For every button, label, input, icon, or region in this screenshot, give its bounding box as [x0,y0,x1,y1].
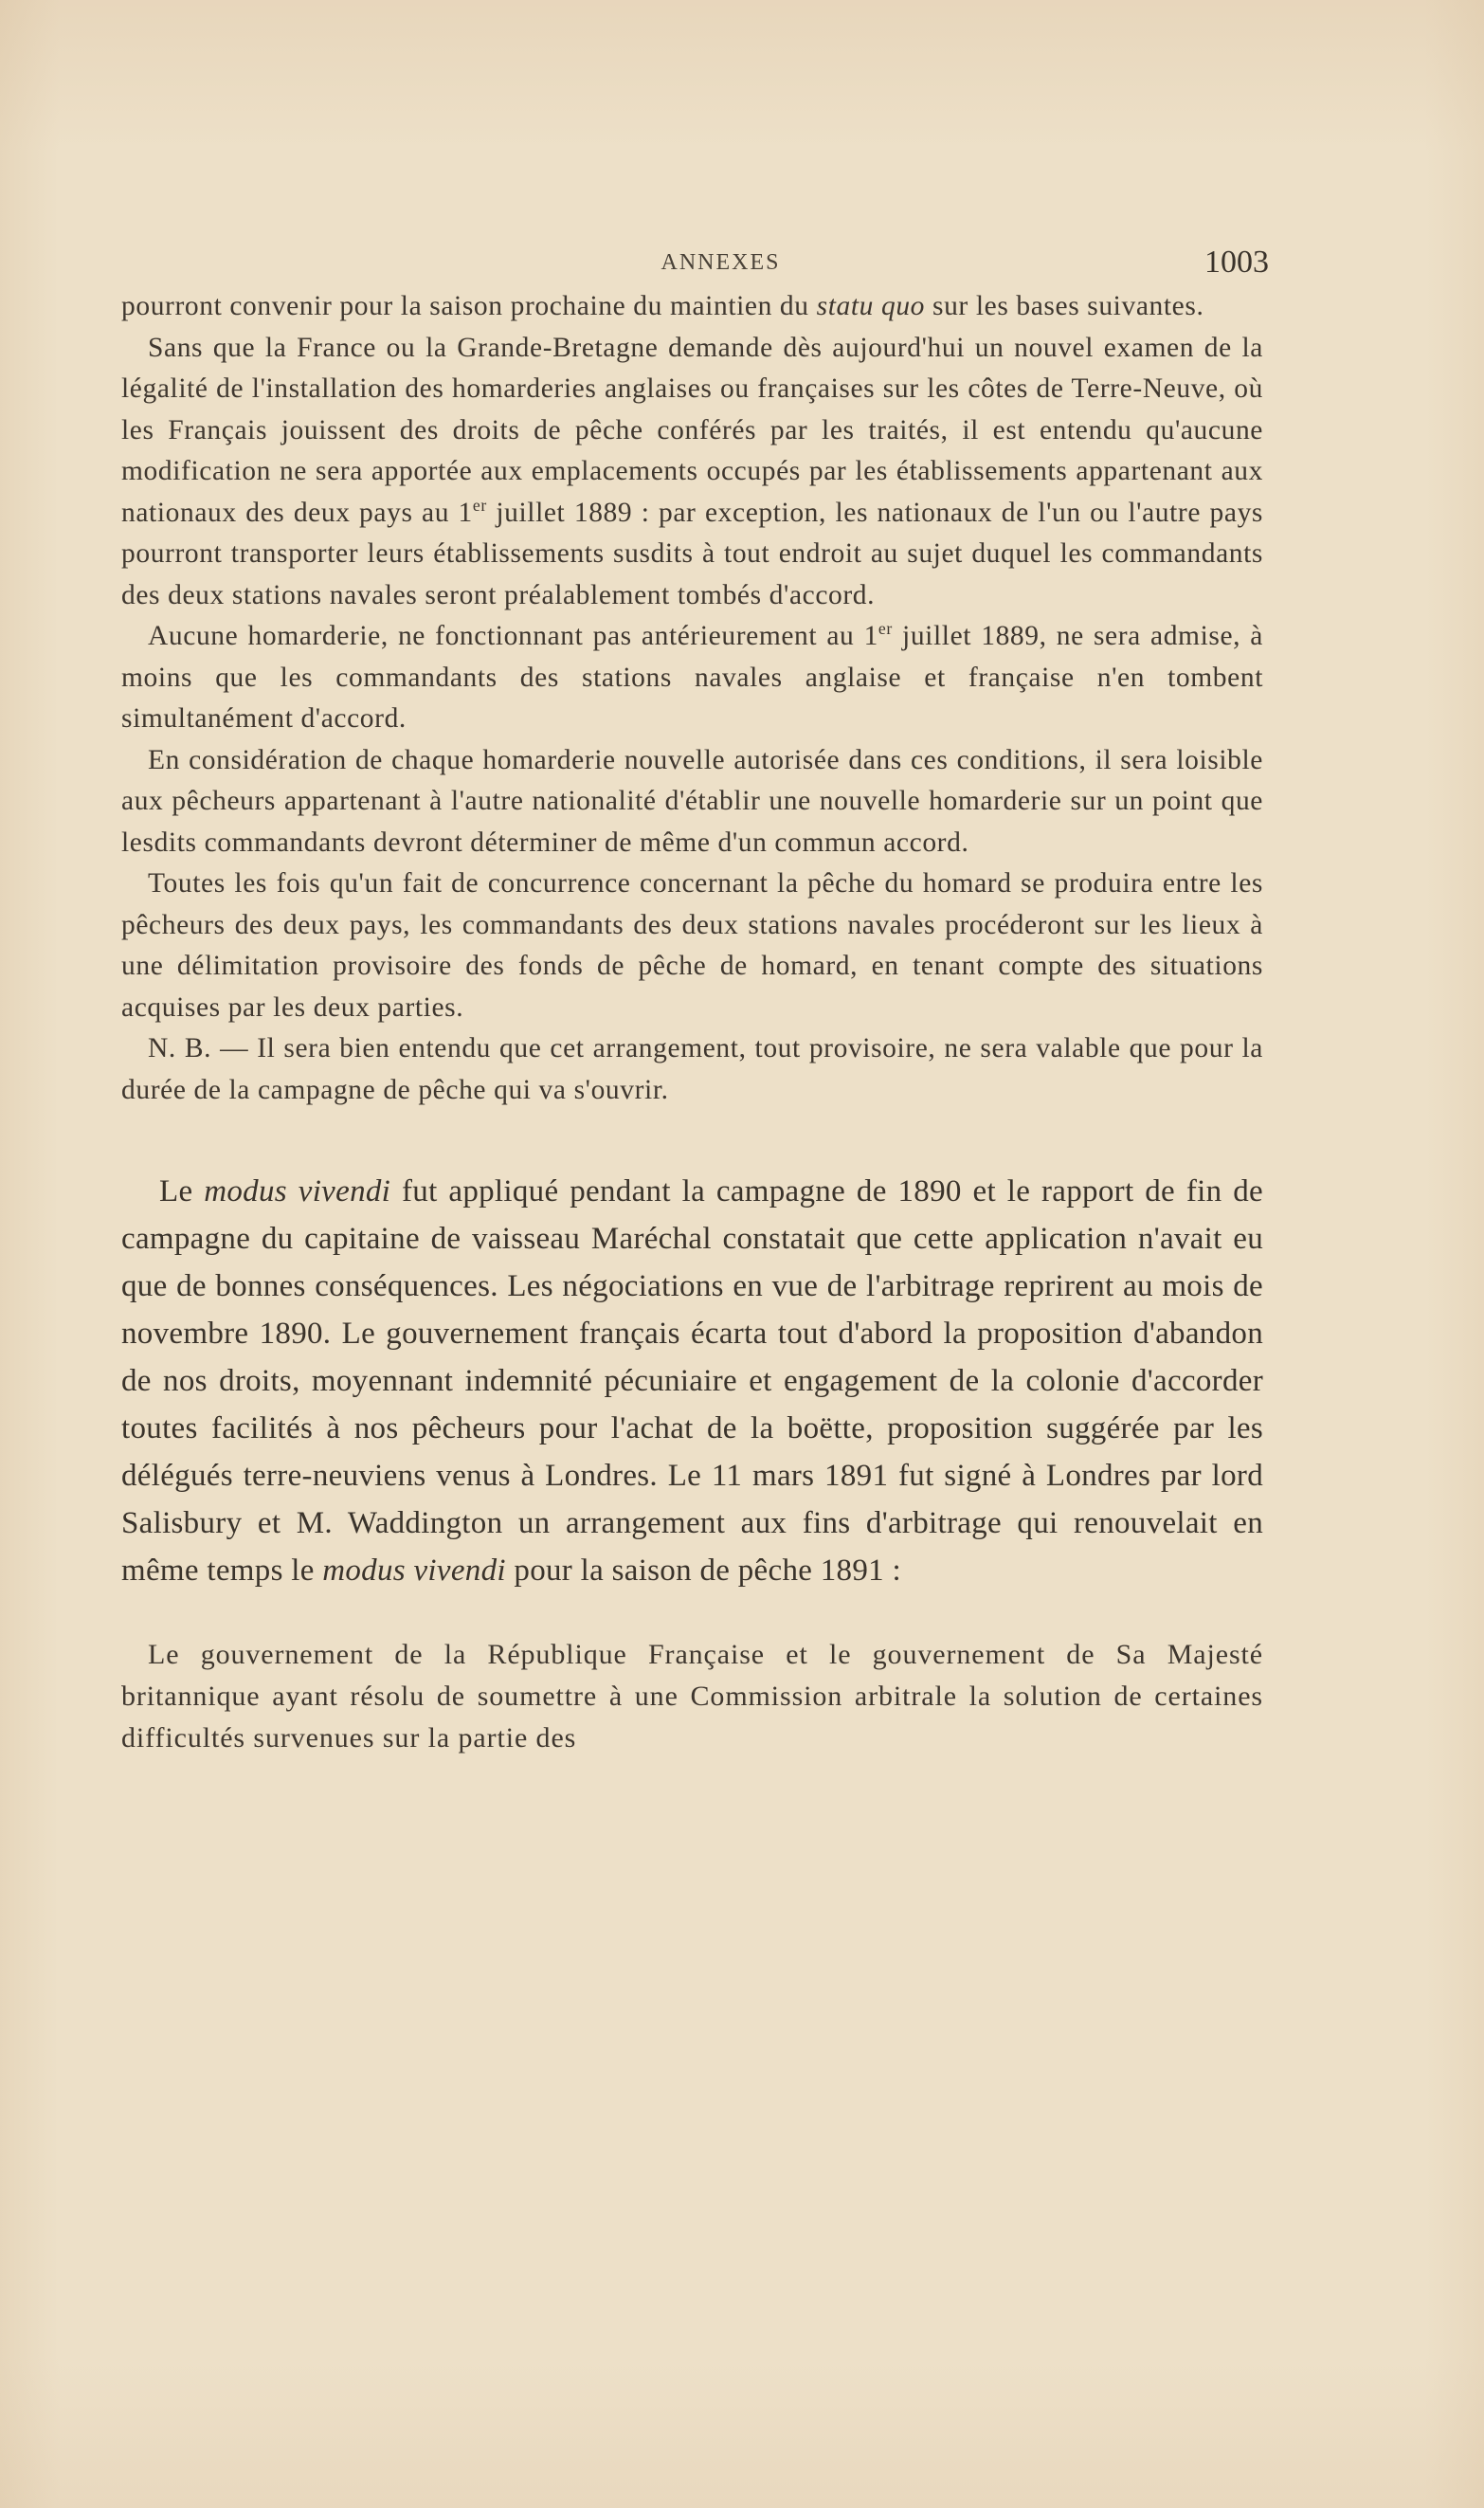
paragraph [121,1168,1263,1594]
text-run: pour la saison de pêche 1891 : [505,1554,901,1588]
italic-phrase: modus vivendi [322,1554,506,1588]
text-run: pourront convenir pour la saison prochaine du maintien du [121,291,817,321]
text-run: En considération de chaque homarderie nouvelle autorisée dans ces conditions, il sera loisible aux pêcheurs appartenant à l'autre nationalité d'établir une nouvelle homarderie sur un point que lesdits commandants devront déterminer de même d'un commun accord. [121,744,1263,858]
page-number: 1003 [1204,245,1269,280]
running-title: ANNEXES [661,250,781,275]
document-page [121,245,1269,1759]
paragraph [121,616,1263,740]
annex-text-block [121,286,1263,1111]
text-run: juillet 1889, ne sera admise, à moins que les commandants des stations navales anglaise et française n'en tombent simultanément d'accord. [121,621,1263,734]
text-run: Sans que la France ou la Grande-Bretagne demande dès aujourd'hui un nouvel examen de la légalité de l'installation des homarderies anglaises ou françaises sur les côtes de Terre-Neuve, où les Français jouissent des droits de pêche conférés par les traités, il est entendu qu'aucune modification ne sera apportée aux emplacements occupés par les établissements appartenant aux nationaux des deux pays au 1 [121,332,1263,528]
paragraph [121,1028,1263,1111]
italic-phrase: modus vivendi [204,1174,391,1209]
text-run: Le gouvernement de la République Française et le gouvernement de Sa Majesté britannique ayant résolu de soumettre à une Commission arbitrale la solution de certaines difficultés survenues sur la partie des [121,1639,1263,1754]
quoted-agreement-block [121,1634,1263,1759]
text-run: Aucune homarderie, ne fonctionnant pas antérieurement au 1 [148,621,878,651]
paragraph [121,1634,1263,1759]
text-run: juillet 1889 : par exception, les nationaux de l'un ou l'autre pays pourront transporter leurs établissements susdits à tout endroit au sujet duquel les commandants des deux stations navales seront préalablement tombés d'accord. [121,497,1263,610]
paragraph [121,740,1263,864]
text-run: Le [159,1174,205,1209]
paragraph [121,863,1263,1028]
text-run: sur les bases suivantes. [925,291,1204,321]
running-head [121,245,1269,286]
text-run: N. B. — Il sera bien entendu que cet arrangement, tout provisoire, ne sera valable que pour la durée de la campagne de pêche qui va s'ouvrir. [121,1033,1263,1105]
superscript: er [878,619,893,639]
text-run: fut appliqué pendant la campagne de 1890 et le rapport de fin de campagne du capitaine de vaisseau Maréchal constatait que cette application n'avait eu que de bonnes conséquences. Les négociations en vue de l'arbitrage reprirent au mois de novembre 1890. Le gouvernement français écarta tout d'abord la proposition d'abandon de nos droits, moyennant indemnité pécuniaire et engagement de la colonie d'accorder toutes facilités à nos pêcheurs pour l'achat de la boëtte, proposition suggérée par les délégués terre-neuviens venus à Londres. Le 11 mars 1891 fut signé à Londres par lord Salisbury et M. Waddington un arrangement aux fins d'arbitrage qui renouvelait en même temps le [121,1174,1263,1588]
italic-phrase: statu quo [816,291,926,321]
paragraph [121,328,1263,617]
commentary-text-block [121,1168,1263,1594]
superscript: er [472,495,487,515]
text-run: Toutes les fois qu'un fait de concurrence concernant la pêche du homard se produira entre les pêcheurs des deux pays, les commandants des deux stations navales procéderont sur les lieux à une délimitation provisoire des fonds de pêche de homard, en tenant compte des situations acquises par les deux parties. [121,868,1263,1023]
paragraph [121,286,1263,328]
